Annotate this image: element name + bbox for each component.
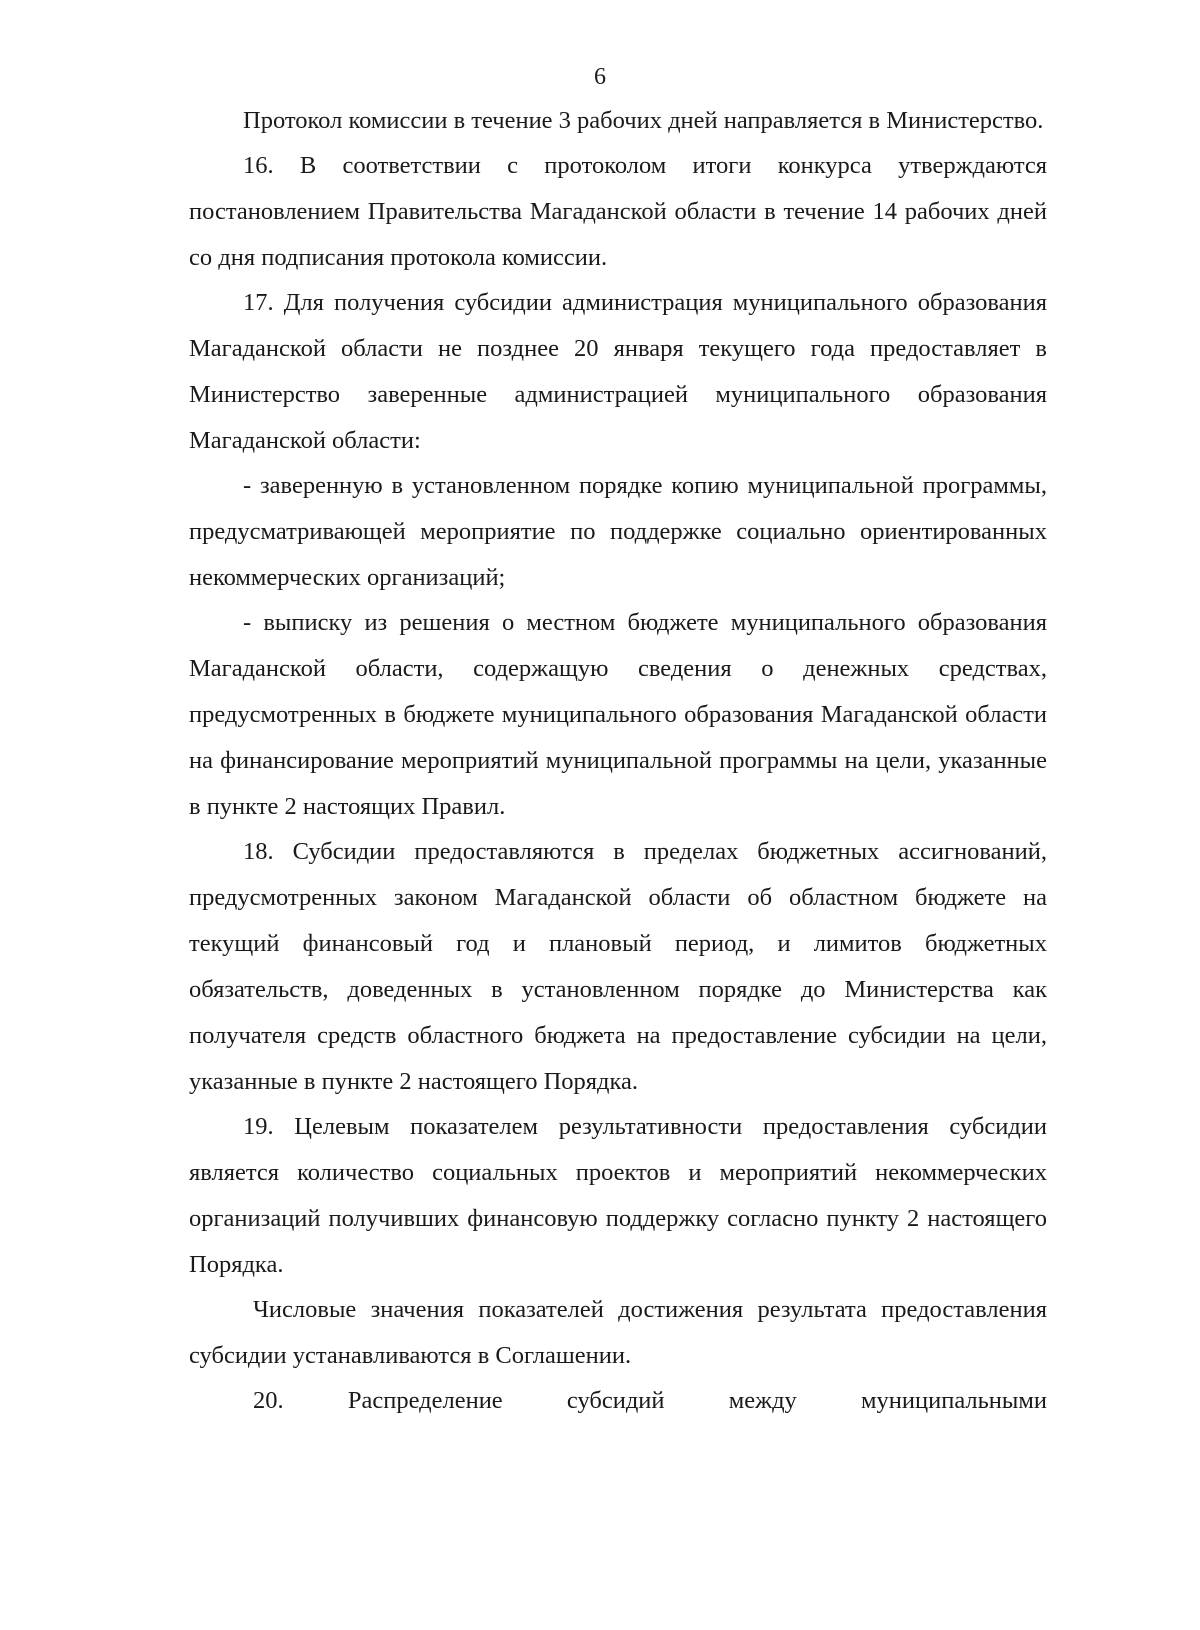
document-body xyxy=(189,98,1047,1424)
paragraph-19: 19. Целевым показателем результативности предоставления субсидии является количество социальных проектов и мероприятий некоммерческих организаций получивших финансовую поддержку согласно пункту 2 настоящего Порядка. xyxy=(189,1113,1047,1278)
paragraph-16: 16. В соответствии с протоколом итоги конкурса утверждаются постановлением Правительства Магаданской области в течение 14 рабочих дней со дня подписания протокола комиссии. xyxy=(189,152,1047,271)
paragraph-17: 17. Для получения субсидии администрация муниципального образования Магаданской области не позднее 20 января текущего года предоставляет в Министерство заверенные администрацией муниципального образования Магаданской области: xyxy=(189,289,1047,454)
paragraph-protocol: Протокол комиссии в течение 3 рабочих дней направляется в Министерство. xyxy=(243,107,1044,134)
paragraph-indicators: Числовые значения показателей достижения результата предоставления субсидии устанавливаются в Соглашении. xyxy=(189,1296,1047,1369)
paragraph-17-item-1: - заверенную в установленном порядке копию муниципальной программы, предусматривающей мероприятие по поддержке социально ориентированных некоммерческих организаций; xyxy=(189,472,1047,591)
page-number: 6 xyxy=(594,64,606,90)
paragraph-20: 20. Распределение субсидий между муниципальными xyxy=(253,1387,1047,1414)
paragraph-18: 18. Субсидии предоставляются в пределах бюджетных ассигнований, предусмотренных законом Магаданской области об областном бюджете на текущий финансовый год и плановый период, и лимитов бюджетных обязательств, доведенных в установленном порядке до Министерства как получателя средств областного бюджета на предоставление субсидии на цели, указанные в пункте 2 настоящего Порядка. xyxy=(189,838,1047,1095)
paragraph-17-item-2: - выписку из решения о местном бюджете муниципального образования Магаданской области, содержащую сведения о денежных средствах, предусмотренных в бюджете муниципального образования Магаданской области на финансирование мероприятий муниципальной программы на цели, указанные в пункте 2 настоящих Правил. xyxy=(189,609,1047,820)
